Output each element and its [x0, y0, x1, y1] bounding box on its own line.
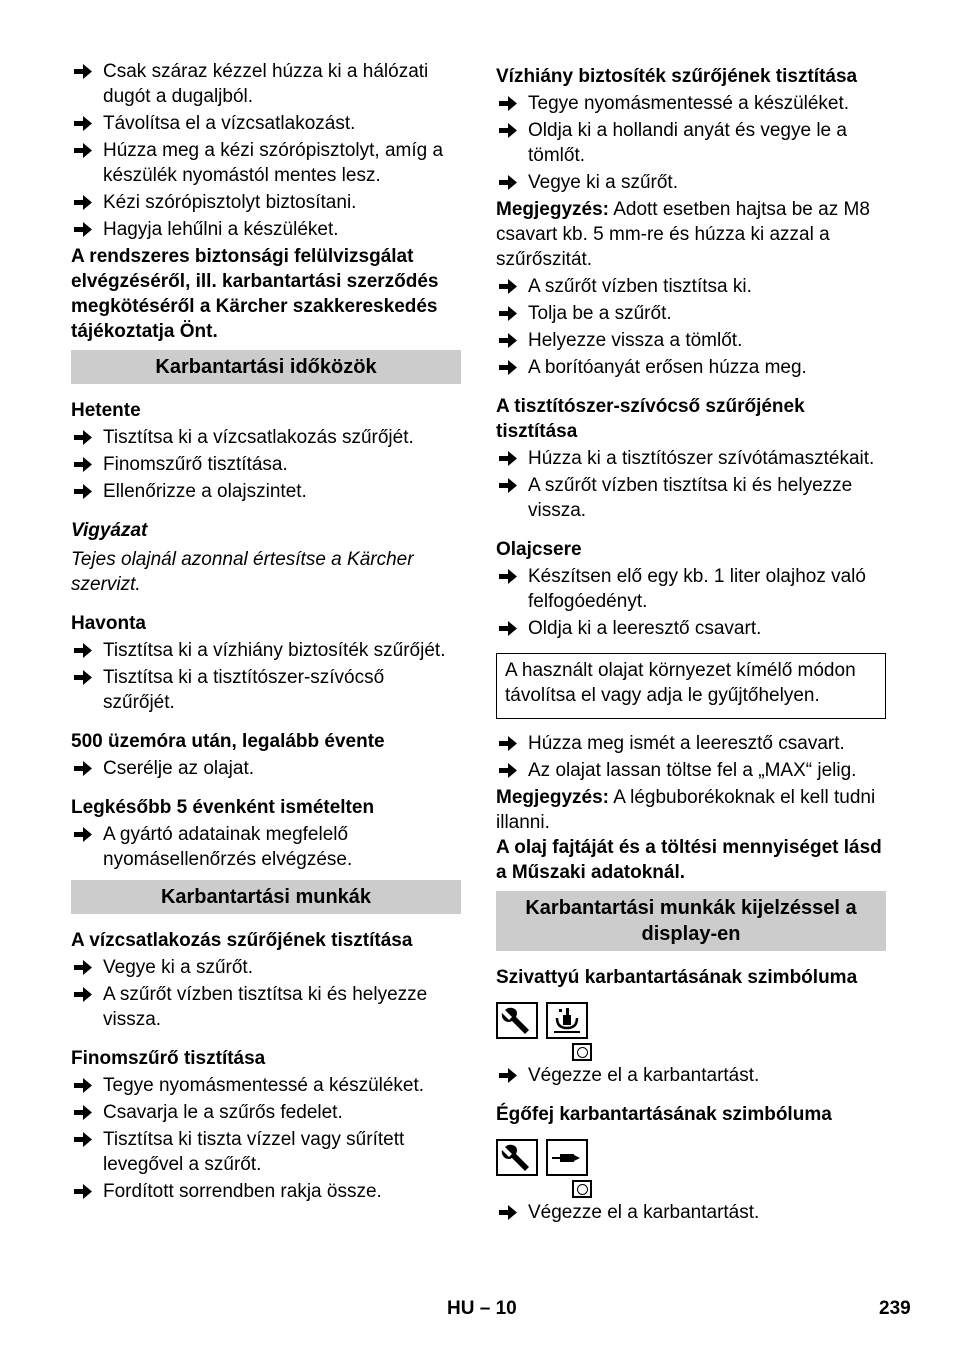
- environment-note-box: A használt olajat környezet kímélő módon távolítsa el vagy adja le gyűjtőhelyen.: [496, 653, 886, 719]
- arrow-bullet-icon: [498, 446, 518, 471]
- arrow-bullet-icon: [73, 190, 93, 215]
- list-item: Finomszűrő tisztítása.: [71, 452, 461, 477]
- footer-section-label: HU – 10: [447, 1298, 517, 1319]
- list-item: Vegye ki a szűrőt.: [496, 170, 886, 195]
- list-item: Cserélje az olajat.: [71, 756, 461, 781]
- list-item: Húzza ki a tisztítószer szívótámasztékait.: [496, 446, 886, 471]
- list-item: Végezze el a karbantartást.: [496, 1063, 886, 1088]
- list-item: Készítsen elő egy kb. 1 liter olajhoz való felfogóedényt.: [496, 564, 886, 614]
- arrow-bullet-icon: [73, 138, 93, 163]
- caution-text: Tejes olajnál azonnal értesítse a Kärcher szervizt.: [71, 549, 414, 595]
- list-item: Tegye nyomásmentessé a készüléket.: [71, 1073, 461, 1098]
- list-item: Húzza meg ismét a leeresztő csavart.: [496, 731, 886, 756]
- list-item: Az olajat lassan töltse fel a „MAX“ jelig.: [496, 758, 886, 783]
- note-paragraph: Megjegyzés: Adott esetben hajtsa be az M8 csavart kb. 5 mm-re és húzza ki azzal a szűrőszitát.: [496, 199, 870, 270]
- monthly-heading: Havonta: [71, 613, 146, 634]
- arrow-bullet-icon: [73, 1179, 93, 1204]
- section-band-intervals: Karbantartási időközök: [71, 350, 461, 384]
- arrow-bullet-icon: [73, 452, 93, 477]
- list-item: A gyártó adatainak megfelelő nyomásellenőrzés elvégzése.: [71, 822, 461, 872]
- list-item: Helyezze vissza a tömlőt.: [496, 328, 886, 353]
- burner-symbol-group: [496, 1139, 886, 1176]
- display-indicator-icon: [572, 1180, 592, 1198]
- list-item: A borítóanyát erősen húzza meg.: [496, 355, 886, 380]
- arrow-bullet-icon: [73, 1073, 93, 1098]
- arrow-bullet-icon: [73, 982, 93, 1007]
- wrench-icon: [496, 1139, 538, 1176]
- right-column: [496, 64, 886, 1227]
- caution-heading: Vigyázat: [71, 520, 148, 541]
- arrow-bullet-icon: [73, 59, 93, 84]
- arrow-bullet-icon: [73, 1127, 93, 1152]
- burner-symbol-heading: Égőfej karbantartásának szimbóluma: [496, 1104, 832, 1125]
- pump-icon: [546, 1002, 588, 1039]
- arrow-bullet-icon: [498, 564, 518, 589]
- water-filter-heading: A vízcsatlakozás szűrőjének tisztítása: [71, 930, 413, 951]
- section-band-display: Karbantartási munkák kijelzéssel a display-en: [496, 891, 886, 951]
- arrow-bullet-icon: [73, 111, 93, 136]
- left-column: [71, 57, 461, 1206]
- intro-list: [71, 59, 461, 242]
- arrow-bullet-icon: [73, 425, 93, 450]
- hours-heading: 500 üzemóra után, legalább évente: [71, 731, 385, 752]
- list-item: Fordított sorrendben rakja össze.: [71, 1179, 461, 1204]
- arrow-bullet-icon: [498, 1200, 518, 1225]
- arrow-bullet-icon: [498, 301, 518, 326]
- list-item: Csavarja le a szűrős fedelet.: [71, 1100, 461, 1125]
- list-item: Hagyja lehűlni a készüléket.: [71, 217, 461, 242]
- pump-symbol-group: [496, 1002, 886, 1039]
- five-years-heading: Legkésőbb 5 évenként ismételten: [71, 797, 375, 818]
- list-item: Tolja be a szűrőt.: [496, 301, 886, 326]
- list-item: Tegye nyomásmentessé a készüléket.: [496, 91, 886, 116]
- list-item: Végezze el a karbantartást.: [496, 1200, 886, 1225]
- list-item: Oldja ki a leeresztő csavart.: [496, 616, 886, 641]
- fine-filter-heading: Finomszűrő tisztítása: [71, 1048, 266, 1069]
- suction-filter-heading: A tisztítószer-szívócső szűrőjének tisztítása: [496, 396, 805, 442]
- display-indicator-icon: [572, 1043, 592, 1061]
- arrow-bullet-icon: [73, 1100, 93, 1125]
- arrow-bullet-icon: [498, 1063, 518, 1088]
- list-item: Ellenőrizze a olajszintet.: [71, 479, 461, 504]
- list-item: Tisztítsa ki a vízcsatlakozás szűrőjét.: [71, 425, 461, 450]
- arrow-bullet-icon: [498, 616, 518, 641]
- list-item: Tisztítsa ki tiszta vízzel vagy sűrített levegővel a szűrőt.: [71, 1127, 461, 1177]
- list-item: Csak száraz kézzel húzza ki a hálózati dugót a dugaljból.: [71, 59, 461, 109]
- arrow-bullet-icon: [498, 91, 518, 116]
- arrow-bullet-icon: [73, 822, 93, 847]
- arrow-bullet-icon: [73, 217, 93, 242]
- arrow-bullet-icon: [498, 118, 518, 143]
- wrench-icon: [496, 1002, 538, 1039]
- oil-type-notice: A olaj fajtáját és a töltési mennyiséget lásd a Műszaki adatoknál.: [496, 837, 882, 883]
- note-paragraph: Megjegyzés: A légbuborékoknak el kell tudni illanni.: [496, 787, 876, 833]
- arrow-bullet-icon: [498, 355, 518, 380]
- list-item: Kézi szórópisztolyt biztosítani.: [71, 190, 461, 215]
- list-item: Húzza meg a kézi szórópisztolyt, amíg a készülék nyomástól mentes lesz.: [71, 138, 461, 188]
- safety-inspection-notice: A rendszeres biztonsági felülvizsgálat elvégzéséről, ill. karbantartási szerződés megkötéséről a Kärcher szakkereskedés tájékoztatja Önt.: [71, 246, 439, 342]
- burner-nozzle-icon: [546, 1139, 588, 1176]
- pump-symbol-heading: Szivattyú karbantartásának szimbóluma: [496, 967, 858, 988]
- list-item: Oldja ki a hollandi anyát és vegye le a tömlőt.: [496, 118, 886, 168]
- arrow-bullet-icon: [498, 328, 518, 353]
- list-item: Távolítsa el a vízcsatlakozást.: [71, 111, 461, 136]
- oil-change-heading: Olajcsere: [496, 539, 582, 560]
- arrow-bullet-icon: [498, 274, 518, 299]
- list-item: A szűrőt vízben tisztítsa ki és helyezze vissza.: [496, 473, 886, 523]
- weekly-heading: Hetente: [71, 400, 141, 421]
- arrow-bullet-icon: [498, 758, 518, 783]
- list-item: A szűrőt vízben tisztítsa ki és helyezze vissza.: [71, 982, 461, 1032]
- list-item: Vegye ki a szűrőt.: [71, 955, 461, 980]
- arrow-bullet-icon: [498, 731, 518, 756]
- arrow-bullet-icon: [498, 473, 518, 498]
- list-item: Tisztítsa ki a vízhiány biztosíték szűrőjét.: [71, 638, 461, 663]
- water-lack-heading: Vízhiány biztosíték szűrőjének tisztítása: [496, 66, 858, 87]
- arrow-bullet-icon: [73, 756, 93, 781]
- list-item: Tisztítsa ki a tisztítószer-szívócső szűrőjét.: [71, 665, 461, 715]
- arrow-bullet-icon: [73, 479, 93, 504]
- arrow-bullet-icon: [73, 665, 93, 690]
- arrow-bullet-icon: [498, 170, 518, 195]
- arrow-bullet-icon: [73, 955, 93, 980]
- list-item: A szűrőt vízben tisztítsa ki.: [496, 274, 886, 299]
- section-band-maintenance: Karbantartási munkák: [71, 880, 461, 914]
- page-number: 239: [879, 1298, 911, 1319]
- arrow-bullet-icon: [73, 638, 93, 663]
